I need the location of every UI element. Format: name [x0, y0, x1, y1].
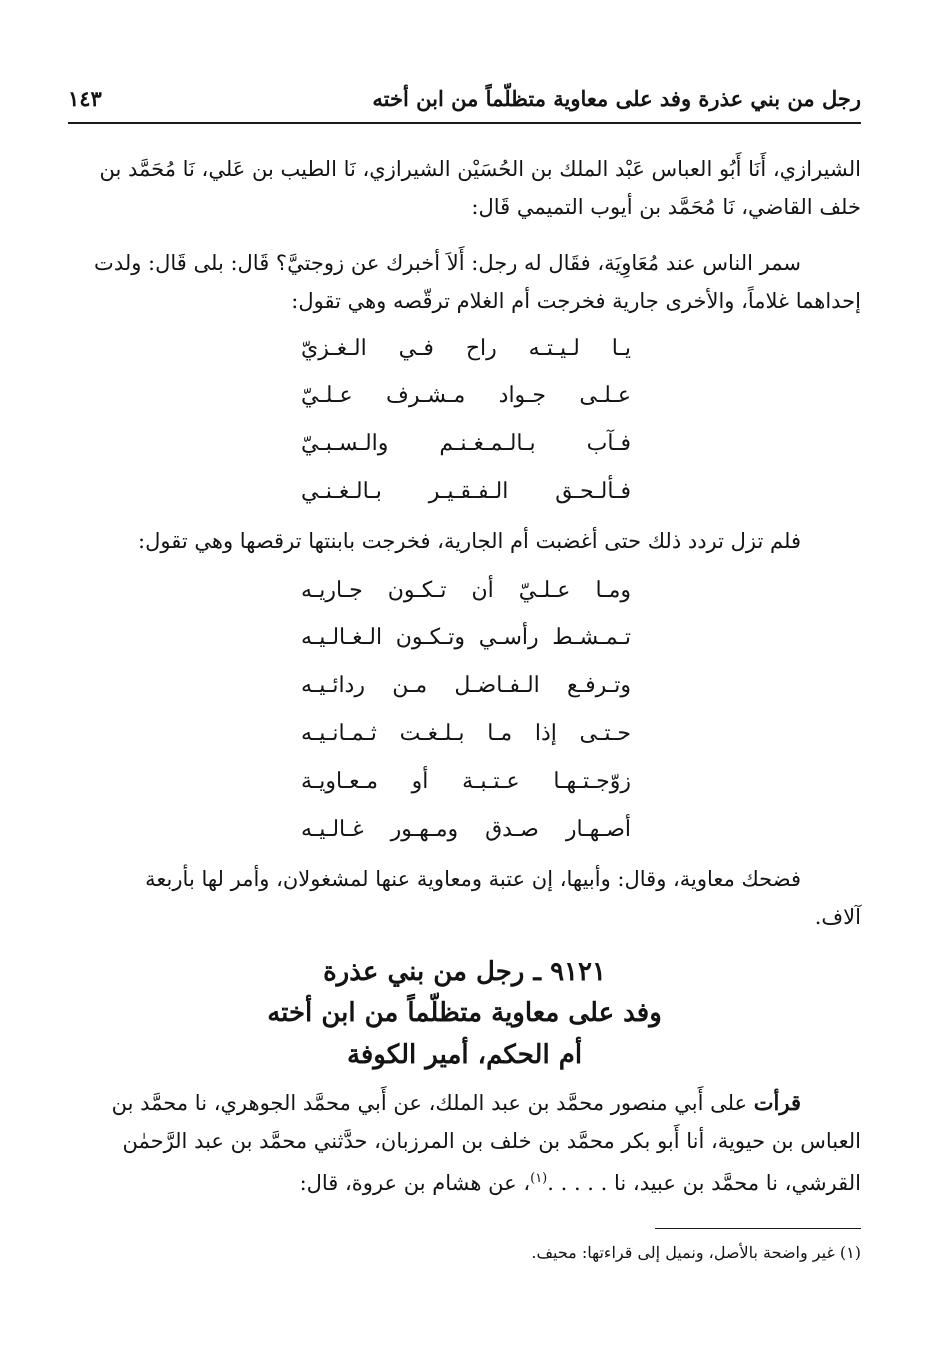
verse-line: تـمـشـط رأسـي وتـكـون الـغـالـيـه	[301, 625, 631, 650]
paragraph-line: فلم تزل تردد ذلك حتى أغضبت أم الجارية، فخرجت بابنتها ترقصها وهي تقول:	[138, 529, 801, 553]
running-header	[68, 78, 861, 118]
footnote-reference: (١)	[530, 1171, 548, 1186]
verse-line: زوّجـتـهـا عـتـبـة أو مـعـاويـة	[301, 769, 631, 794]
paragraph-line: خلف القاضي، نَا مُحَمَّد بن أيوب التميمي قَال:	[471, 195, 861, 219]
verse-line: فـألـحـق الـفـقـيـر بـالـغـنـي	[301, 479, 631, 504]
entry-heading-line: وفد على معاوية متظلّماً من ابن أخته	[267, 998, 662, 1028]
verse-line: فـآب بـالـمـغـنـم والـسـبـيّ	[301, 431, 631, 456]
paragraph-story	[68, 244, 861, 320]
verse-line: ومـا عـلـيّ أن تـكـون جـاريـه	[301, 578, 631, 603]
paragraph-transition	[68, 522, 861, 560]
line-text: ، عن هشام بن عروة، قال:	[299, 1171, 531, 1195]
header-title: رجل من بني عذرة وفد على معاوية متظلّماً من ابن أخته	[372, 85, 861, 111]
paragraph-line: الشيرازي، أَنَا أَبُو العباس عَبْد الملك بن الحُسَيْن الشيرازي، نَا الطيب بن عَلي، نَا مُحَمَّد بن	[99, 157, 861, 181]
paragraph-line: فضحك معاوية، وقال: وأبيها، إن عتبة ومعاوية عنها لمشغولان، وأمر لها بأربعة	[145, 867, 801, 891]
verse-line: وتـرفـع الـفـاضـل مـن ردائـيـه	[301, 673, 631, 698]
paragraph-line: إحداهما غلاماً، والأخرى جارية فخرجت أم الغلام ترقّصه وهي تقول:	[291, 289, 861, 313]
paragraph-conclusion	[68, 860, 861, 936]
line-text: على أَبي منصور محمَّد بن عبد الملك، عن أَبي محمَّد الجوهري، نا محمَّد بن	[111, 1091, 754, 1115]
entry-heading-line: ٩١٢١ ـ رجل من بني عذرة	[323, 957, 606, 987]
paragraph-line	[68, 1160, 861, 1202]
lead-word: قرأت	[753, 1090, 801, 1115]
line-text: القرشي، نا محمَّد بن عبيد، نا . . . . .	[547, 1171, 861, 1195]
header-rule	[68, 122, 861, 124]
paragraph-line: آلاف.	[814, 905, 861, 929]
footnote-rule	[655, 1228, 861, 1229]
paragraph-isnad-1	[68, 150, 861, 226]
paragraph-line	[68, 1084, 861, 1122]
entry-heading-line: أم الحكم، أمير الكوفة	[346, 1040, 583, 1070]
verse-line: أصـهـار صـدق ومـهـور غـالـيـه	[301, 817, 631, 842]
verse-line: يـا لـيـتـه راح فـي الـغـزيّ	[301, 336, 631, 361]
footnote: (١) غير واضحة بالأصل، ونميل إلى قراءتها: محيف.	[531, 1243, 861, 1262]
paragraph-line: العباس بن حيوية، أنا أَبو بكر محمَّد بن خلف بن المرزبان، حدَّثني محمَّد بن عبد الرَّحمٰن	[122, 1129, 861, 1153]
paragraph-isnad-2	[68, 1084, 861, 1202]
verse-line: حـتـى إذا مـا بـلـغـت ثـمـانـيـه	[301, 721, 631, 746]
paragraph-line: سمر الناس عند مُعَاوِيَة، فقَال له رجل: أَلاَ أخبرك عن زوجتيَّ؟ قَال: بلى قَال: ولدت	[94, 251, 801, 275]
page-number: ١٤٣	[68, 85, 102, 111]
verse-line: عـلـى جـواد مـشـرف عـلـيّ	[301, 383, 631, 408]
